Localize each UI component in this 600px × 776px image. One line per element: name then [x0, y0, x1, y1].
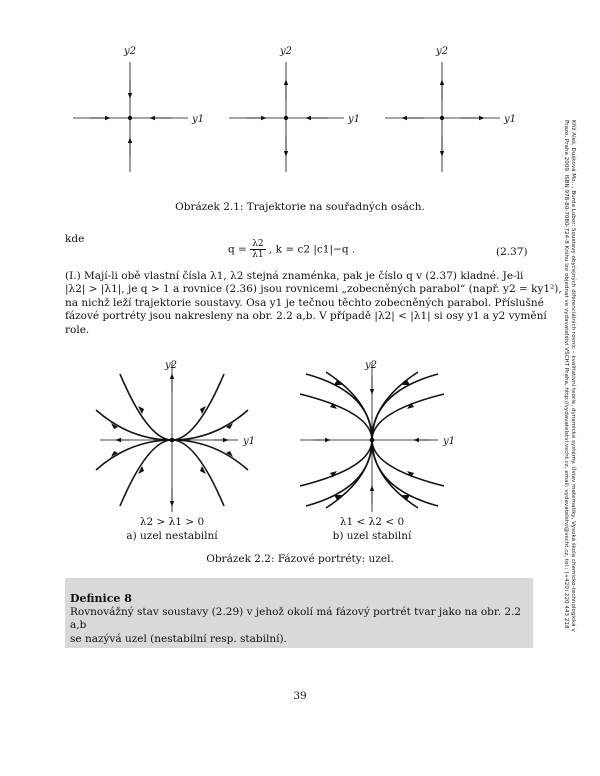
definition-title: Definice 8: [70, 592, 132, 605]
figure-2-1-caption: Obrázek 2.1: Trajektorie na souřadných osách.: [175, 201, 425, 213]
equation-number: (2.37): [496, 246, 528, 258]
label-y2: y2: [365, 360, 378, 371]
axes-diagram-1: [73, 46, 204, 172]
label-y1: y1: [192, 114, 205, 125]
figure-2-2: [0, 352, 600, 552]
axes-diagram-2: [229, 46, 360, 172]
label-y1: y1: [348, 114, 361, 125]
left-name: a) uzel nestabilní: [126, 530, 218, 542]
label-y1: y1: [443, 436, 456, 447]
phase-portrait-unstable-node: [96, 360, 255, 512]
phase-portrait-stable-node: [300, 360, 455, 512]
label-y1: y1: [243, 436, 256, 447]
left-condition: λ2 > λ1 > 0: [139, 516, 205, 528]
axes-diagram-3: [385, 46, 516, 172]
kde-text: kde: [65, 233, 85, 245]
label-y2: y2: [280, 46, 293, 57]
side-citation: Kříž Aleš, Dušková Mo..., Burda Lubor: Soustavy obyčejných diferenciálních rovnic – kvalitativní teorie, dynamické systémy. Ústav matematiky, Vysoká škola chemicko-technologická v Praze, Praha 2009. ISBN 978-80-7080-724-8 Knihu lze objednat ve vydavatelství VŠCHT Praha, http://vydavatelstvi.vscht.cz, email: vydavatelstvi@vscht.cz, tel.: (+420) 220 443 218: [563, 120, 576, 632]
label-y1: y1: [504, 114, 517, 125]
right-condition: λ1 < λ2 < 0: [339, 516, 405, 528]
definition-body: Rovnovážný stav soustavy (2.29) v jehož okolí má fázový portrét tvar jako na obr. 2.2 a,b se nazývá uzel (nestabilní resp. stabilní).: [70, 606, 522, 645]
figure-2-2-caption: Obrázek 2.2: Fázové portréty: uzel.: [206, 553, 394, 565]
right-name: b) uzel stabilní: [332, 530, 412, 542]
label-y2: y2: [124, 46, 137, 57]
page-number: 39: [293, 690, 307, 702]
label-y2: y2: [436, 46, 449, 57]
figure-2-1: [0, 0, 600, 200]
equation-2-37: q = $\frac{\lambda 2}{\lambda 1}$ , k = c2 |c1|−q .: [228, 239, 356, 260]
paragraph-case-one: (I.) Mají-li obě vlastní čísla λ1, λ2 stejná znaménka, pak je číslo q v (2.37) kladné. Je-li |λ2| > |λ1|, je q > 1 a rovnice (2.36) jsou rovnicemi „zobecněných parabol“ (např. y2 = ky1²), na nichž leží trajektorie soustavy. Osa y1 je tečnou těchto zobecněných parabol. Příslušné fázové portréty jsou nakresleny na obr. 2.2 a,b. V případě |λ2| < |λ1| si osy y1 a y2 vymění role.: [65, 270, 562, 336]
label-y2: y2: [165, 360, 178, 371]
